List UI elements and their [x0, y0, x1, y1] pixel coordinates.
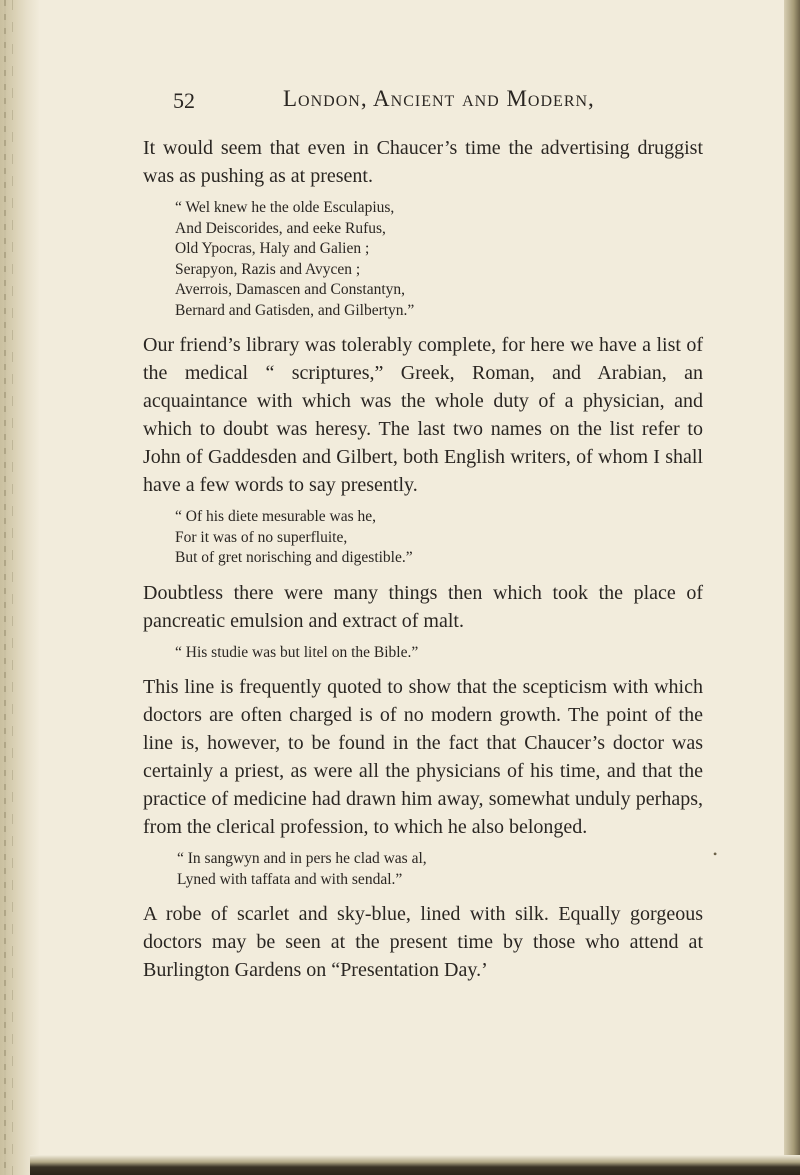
verse-line: “ Wel knew he the olde Esculapius, — [175, 199, 395, 216]
quotation-4 — [143, 849, 703, 890]
verse-line: “ His studie was but litel on the Bible.” — [175, 643, 419, 661]
page-bottom-edge — [30, 1155, 800, 1175]
paragraph-5: A robe of scarlet and sky-blue, lined with silk. Equally gorgeous doctors may be seen at the present time by those who attend at Burlington Gardens on “Presentation Day.’ — [143, 903, 703, 981]
paragraph-1: It would seem that even in Chaucer’s time the advertising druggist was as pushing as at present. — [143, 137, 703, 187]
ink-speck: • — [713, 847, 718, 861]
page-number: 52 — [173, 88, 195, 113]
paragraph-3: Doubtless there were many things then which took the place of pancreatic emulsion and extract of malt. — [143, 581, 703, 632]
paragraph-4: This line is frequently quoted to show that the scepticism with which doctors are often charged is of no modern growth. The point of the line is, however, to be found in the fact that Chaucer’s doctor was certainly a priest, as were all the physicians of his time, and that the practice of medicine had drawn him away, somewhat unduly perhaps, from the clerical profession, to which he also belonged. — [143, 676, 703, 838]
quotation-2 — [143, 507, 703, 569]
running-head — [143, 82, 703, 122]
verse-line: Averrois, Damascen and Constantyn, — [175, 281, 406, 298]
verse-line: “ In sangwyn and in pers he clad was al, — [177, 850, 427, 867]
verse-line: But of gret norisching and digestible.” — [175, 549, 413, 566]
paragraph-2: Our friend’s library was tolerably complete, for here we have a list of the medical “ scriptures,” Greek, Roman, and Arabian, an acquaintance with which was the whole duty of a physician, and which to doubt was heresy. The last two names on the list refer to John of Gaddesden and Gilbert, both English writers, of whom I shall have a few words to say presently. — [143, 334, 703, 496]
book-page — [143, 82, 703, 984]
verse-line: Lyned with taffata and with sendal.” — [177, 870, 403, 888]
quotation-1 — [143, 198, 703, 321]
page-binding-shadow — [0, 0, 40, 1175]
verse-line: Bernard and Gatisden, and Gilbertyn.” — [175, 301, 415, 319]
verse-line: Old Ypocras, Haly and Galien ; — [175, 240, 370, 257]
verse-line: And Deiscorides, and eeke Rufus, — [175, 219, 386, 237]
verse-line: Serapyon, Razis and Avycen ; — [175, 260, 361, 278]
page-right-edge — [784, 0, 800, 1175]
running-title: London, Ancient and Modern, — [283, 86, 595, 111]
quotation-3 — [143, 643, 703, 664]
verse-line: For it was of no superfluite, — [175, 528, 348, 546]
verse-line: “ Of his diete mesurable was he, — [175, 508, 377, 525]
